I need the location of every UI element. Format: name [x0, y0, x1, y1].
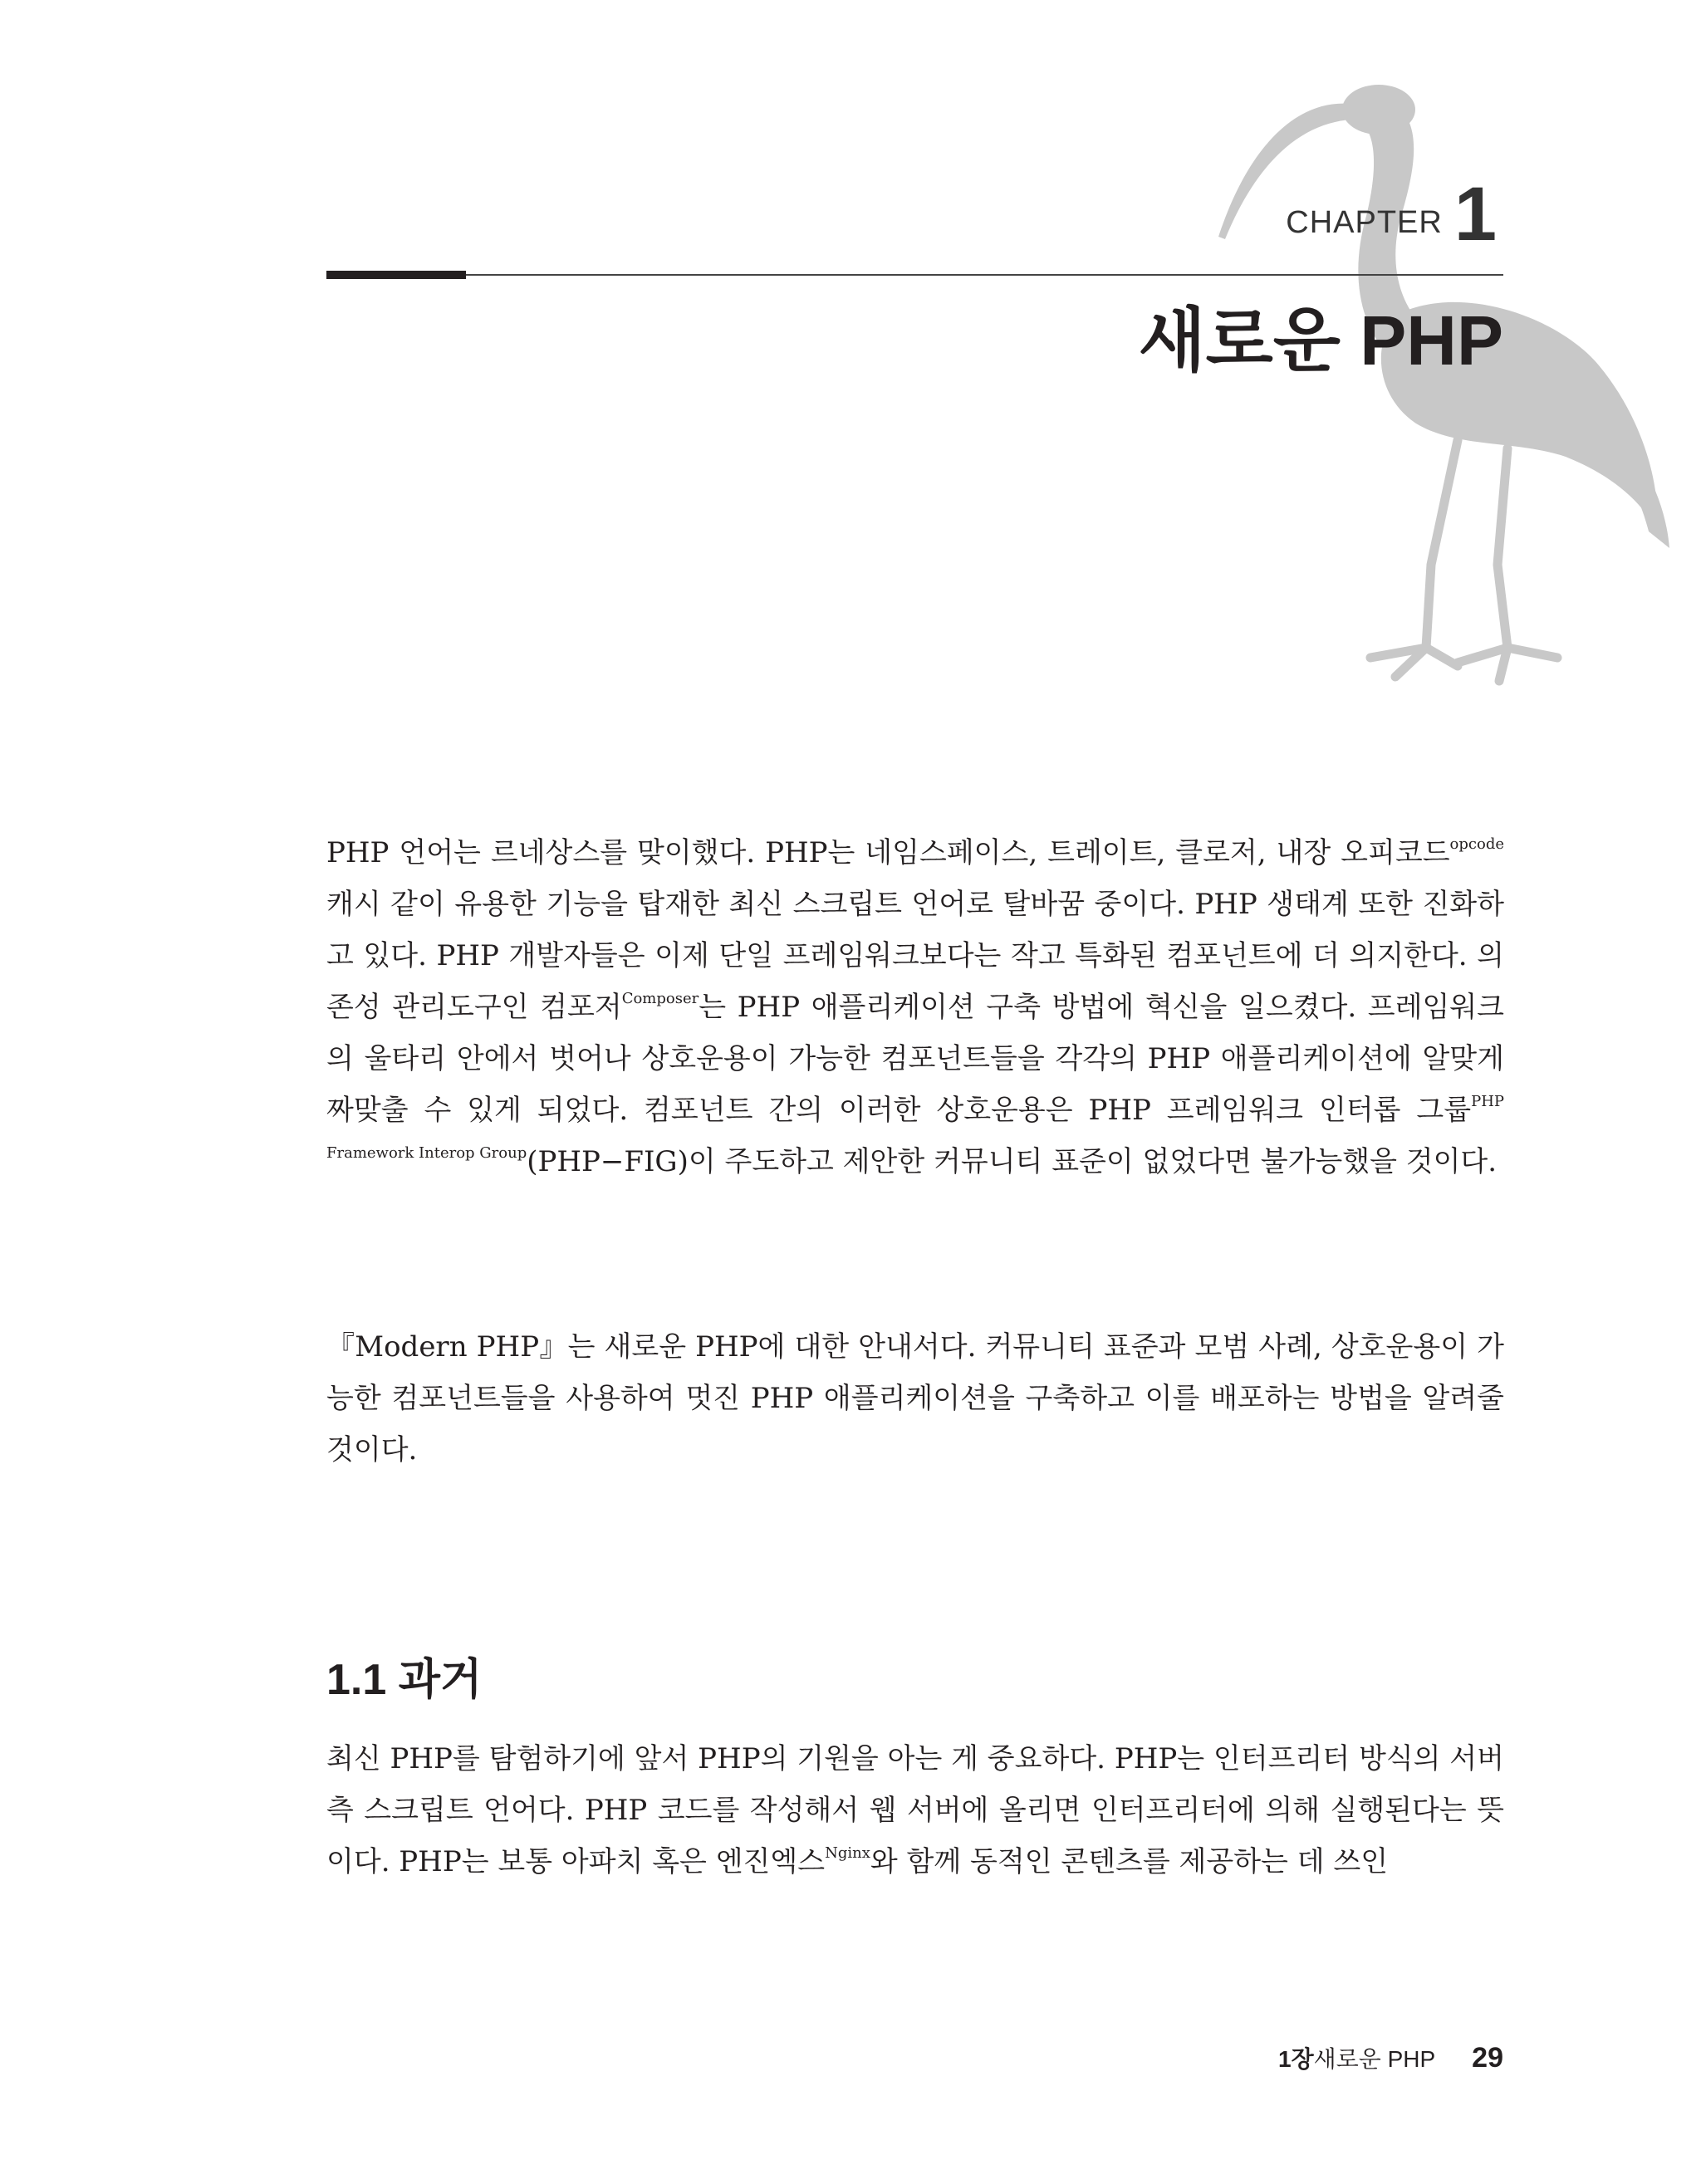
text-run: 는 PHP 애플리케이션 구축 방법에 혁신을 일으켰다. 프레임워크의 울타리 안에서 벗어나 상호운용이 가능한 컴포넌트들을 각각의 PHP 애플리케이션에 알맞게 짜맞출 수 있게 되었다. 컴포넌트 간의 이러한 상호운용은 PHP 프레임워크 인터롭 그룹: [326, 991, 1505, 1127]
chapter-title: 새로운 PHP: [1138, 301, 1503, 380]
term-original: opcode: [1449, 835, 1504, 853]
section-paragraph-1: [326, 1733, 1504, 1888]
text-run: PHP 언어는 르네상스를 맞이했다. PHP는 네임스페이스, 트레이트, 클로저, 내장 오피코드: [326, 836, 1450, 869]
chapter-rule-accent: [326, 271, 466, 279]
footer-chapter-ref: 1장: [1278, 2046, 1314, 2072]
chapter-number: 1: [1453, 172, 1497, 257]
footer-chapter-name: 새로운 PHP: [1313, 2046, 1436, 2072]
chapter-rule: [326, 274, 1503, 276]
text-run: 캐시 같이 유용한 기능을 탑재한 최신 스크립트 언어로 탈바꿈 중이다. PHP 생태계 또한 진화하고 있다. PHP 개발자들은 이제 단일 프레임워크보다는 작고 특화된 컴포넌트에 더 의지한다. 의존성 관리도구인 컴포저: [326, 888, 1504, 1024]
page-footer: [1278, 2041, 1503, 2074]
text-run: (PHP−FIG)이 주도하고 제안한 커뮤니티 표준이 없었다면 불가능했을 것이다.: [527, 1145, 1498, 1178]
ibis-bird-icon: [1208, 66, 1674, 698]
page-number: 29: [1472, 2042, 1503, 2074]
chapter-label: [1286, 172, 1497, 257]
intro-paragraph-1: [326, 827, 1504, 1187]
text-run: 최신 PHP를 탐험하기에 앞서 PHP의 기원을 아는 게 중요하다. PHP는 인터프리터 방식의 서버 측 스크립트 언어다. PHP 코드를 작성해서 웹 서버에 올리면 인터프리터에 의해 실행된다는 뜻이다. PHP는 보통 아파치 혹은 엔진엑스: [326, 1742, 1504, 1878]
intro-paragraph-2: 『Modern PHP』는 새로운 PHP에 대한 안내서다. 커뮤니티 표준과 모범 사례, 상호운용이 가능한 컴포넌트들을 사용하여 멋진 PHP 애플리케이션을 구축하고 이를 배포하는 방법을 알려줄 것이다.: [326, 1330, 1504, 1467]
chapter-word: CHAPTER: [1286, 205, 1443, 240]
term-original: Composer: [621, 990, 699, 1007]
section-heading: 1.1 과거: [326, 1656, 483, 1704]
text-run: 와 함께 동적인 콘텐츠를 제공하는 데 쓰인: [870, 1845, 1389, 1878]
term-original: PHP Framework Interop Group: [326, 1093, 1504, 1162]
term-original: Nginx: [825, 1844, 870, 1862]
